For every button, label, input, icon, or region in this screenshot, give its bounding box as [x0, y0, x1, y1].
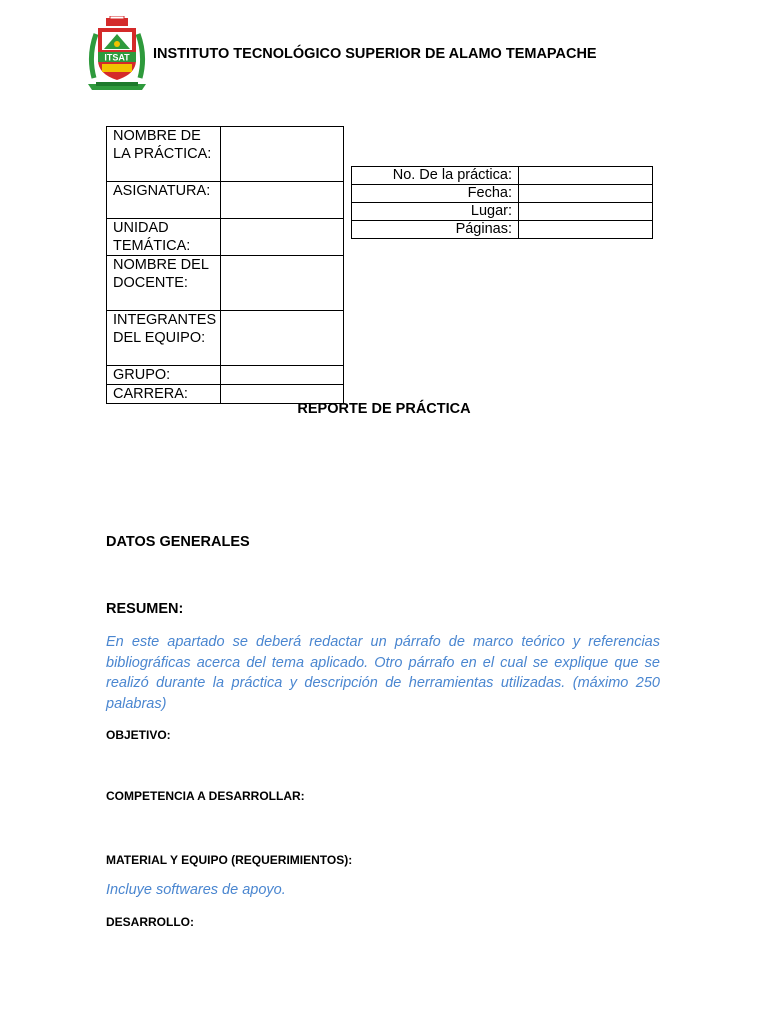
- general-data-heading: DATOS GENERALES: [106, 534, 250, 550]
- pages-value[interactable]: [519, 221, 653, 239]
- material-heading: MATERIAL Y EQUIPO (REQUERIMIENTOS):: [106, 853, 353, 867]
- table-row: [107, 127, 344, 182]
- material-note: Incluye softwares de apoyo.: [106, 882, 286, 898]
- table-row: [352, 185, 653, 203]
- institution-title: INSTITUTO TECNOLÓGICO SUPERIOR DE ALAMO TEMAPACHE: [153, 46, 597, 62]
- development-heading: DESARROLLO:: [106, 915, 194, 929]
- table-row: [352, 221, 653, 239]
- practice-meta-table: [351, 166, 653, 239]
- table-row: [352, 167, 653, 185]
- logo-text: ITSAT: [104, 52, 130, 63]
- practice-info-table: [106, 126, 344, 404]
- table-row: [107, 366, 344, 385]
- summary-note: En este apartado se deberá redactar un párrafo de marco teórico y referencias bibliográficas acerca del tema aplicado. Otro párrafo en el cual se explique que se realizó durante la práctica y descripción de herramientas utilizadas. (máximo 250 palabras): [106, 634, 660, 712]
- table-row: [107, 219, 344, 256]
- table-row: [107, 311, 344, 366]
- place-value[interactable]: [519, 203, 653, 221]
- practice-number-value[interactable]: [519, 167, 653, 185]
- objective-heading: OBJETIVO:: [106, 728, 171, 742]
- competence-heading: COMPETENCIA A DESARROLLAR:: [106, 789, 305, 803]
- team-members-value[interactable]: [221, 311, 344, 366]
- institution-logo: [86, 16, 148, 92]
- thematic-unit-value[interactable]: [221, 219, 344, 256]
- group-label: GRUPO:: [107, 366, 221, 385]
- report-title: REPORTE DE PRÁCTICA: [297, 401, 471, 417]
- date-value[interactable]: [519, 185, 653, 203]
- table-row: [352, 203, 653, 221]
- team-members-label: INTEGRANTES DEL EQUIPO:: [107, 311, 221, 366]
- table-row: [107, 182, 344, 219]
- career-label: CARRERA:: [107, 385, 221, 404]
- table-row: [107, 256, 344, 311]
- place-label: Lugar:: [352, 203, 519, 221]
- practice-number-label: No. De la práctica:: [352, 167, 519, 185]
- pages-label: Páginas:: [352, 221, 519, 239]
- group-value[interactable]: [221, 366, 344, 385]
- subject-label: ASIGNATURA:: [107, 182, 221, 219]
- practice-name-label: NOMBRE DE LA PRÁCTICA:: [107, 127, 221, 182]
- subject-value[interactable]: [221, 182, 344, 219]
- thematic-unit-label: UNIDAD TEMÁTICA:: [107, 219, 221, 256]
- teacher-name-value[interactable]: [221, 256, 344, 311]
- teacher-name-label: NOMBRE DEL DOCENTE:: [107, 256, 221, 311]
- date-label: Fecha:: [352, 185, 519, 203]
- summary-heading: RESUMEN:: [106, 601, 184, 617]
- practice-name-value[interactable]: [221, 127, 344, 182]
